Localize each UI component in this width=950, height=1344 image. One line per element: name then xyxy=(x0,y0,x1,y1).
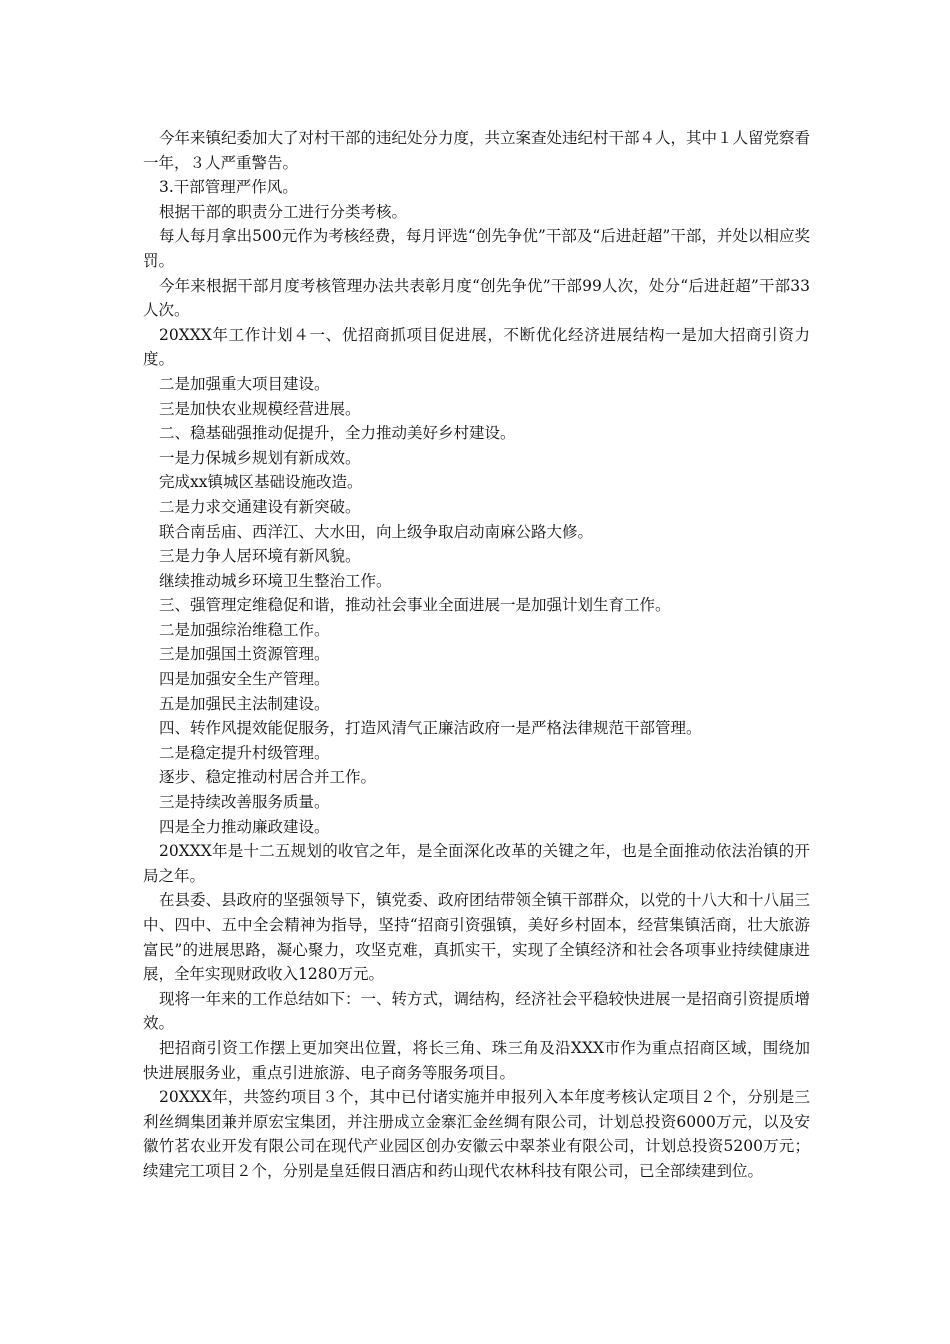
section-heading: 3.干部管理严作风。 xyxy=(159,178,298,197)
paragraph: 二是加强综治维稳工作。 xyxy=(159,620,330,639)
paragraph: 在县委、县政府的坚强领导下，镇党委、政府团结带领全镇干部群众，以党的十八大和十八届三中、四中、五中全会精神为指导，坚持“招商引资强镇，美好乡村固本，经营集镇活商，壮大旅游富民”的进展思路，凝心聚力，攻坚克难，真抓实干，实现了全镇经济和社会各项事业持续健康进展，全年实现财政收入1280万元。 xyxy=(143,891,811,984)
paragraph: 四、转作风提效能促服务，打造风清气正廉洁政府一是严格法律规范干部管理。 xyxy=(159,719,702,738)
paragraph: 20XXX年是十二五规划的收官之年，是全面深化改革的关键之年，也是全面推动依法治镇的开局之年。 xyxy=(143,842,810,885)
document-body xyxy=(143,126,810,1184)
paragraph: 联合南岳庙、西洋江、大水田，向上级争取启动南麻公路大修。 xyxy=(159,522,594,541)
paragraph: 四是加强安全生产管理。 xyxy=(159,670,330,689)
paragraph: 三、强管理定维稳促和谐，推动社会事业全面进展一是加强计划生育工作。 xyxy=(159,596,671,615)
paragraph: 根据干部的职责分工进行分类考核。 xyxy=(159,202,408,221)
paragraph: 二是加强重大项目建设。 xyxy=(159,374,330,393)
paragraph: 三是持续改善服务质量。 xyxy=(159,793,330,812)
paragraph: 20XXX年，共签约项目３个，其中已付诸实施并申报列入本年度考核认定项目２个，分别是三利丝绸集团兼并原宏宝集团，并注册成立金寨汇金丝绸有限公司，计划总投资6000万元，以及安徽竹茗农业开发有限公司在现代产业园区创办安徽云中翠茶业有限公司，计划总投资5200万元；续建完工项目２个，分别是皇廷假日酒店和药山现代农林科技有限公司，已全部续建到位。 xyxy=(143,1088,810,1180)
paragraph: 每人每月拿出500元作为考核经费，每月评选“创先争优”干部及“后进赶超”干部，并处以相应奖罚。 xyxy=(143,227,810,270)
paragraph: 一是力保城乡规划有新成效。 xyxy=(159,448,361,467)
paragraph: 今年来镇纪委加大了对村干部的违纪处分力度，共立案查处违纪村干部４人，其中１人留党察看一年，３人严重警告。 xyxy=(143,129,811,172)
paragraph: 三是加快农业规模经营进展。 xyxy=(159,399,361,418)
paragraph: 二、稳基础强推动促提升，全力推动美好乡村建设。 xyxy=(159,424,516,443)
paragraph: 二是稳定提升村级管理。 xyxy=(159,743,330,762)
paragraph: 二是力求交通建设有新突破。 xyxy=(159,497,361,516)
paragraph: 今年来根据干部月度考核管理办法共表彰月度“创先争优”干部99人次，处分“后进赶超”干部33人次。 xyxy=(143,276,810,320)
paragraph: 四是全力推动廉政建设。 xyxy=(159,817,330,836)
paragraph: 逐步、稳定推动村居合并工作。 xyxy=(159,768,377,787)
paragraph: 20XXX年工作计划４一、优招商抓项目促进展，不断优化经济进展结构一是加大招商引资力度。 xyxy=(143,325,810,369)
paragraph: 继续推动城乡环境卫生整治工作。 xyxy=(159,571,392,590)
paragraph: 五是加强民主法制建设。 xyxy=(159,694,330,713)
paragraph: 现将一年来的工作总结如下：一、转方式，调结构，经济社会平稳较快进展一是招商引资提质增效。 xyxy=(143,989,811,1033)
paragraph: 完成xx镇城区基础设施改造。 xyxy=(159,473,363,492)
paragraph: 把招商引资工作摆上更加突出位置，将长三角、珠三角及沿XXX市作为重点招商区域，围绕加快进展服务业，重点引进旅游、电子商务等服务项目。 xyxy=(143,1038,810,1082)
paragraph: 三是加强国土资源管理。 xyxy=(159,645,330,664)
paragraph: 三是力争人居环境有新风貌。 xyxy=(159,547,361,566)
